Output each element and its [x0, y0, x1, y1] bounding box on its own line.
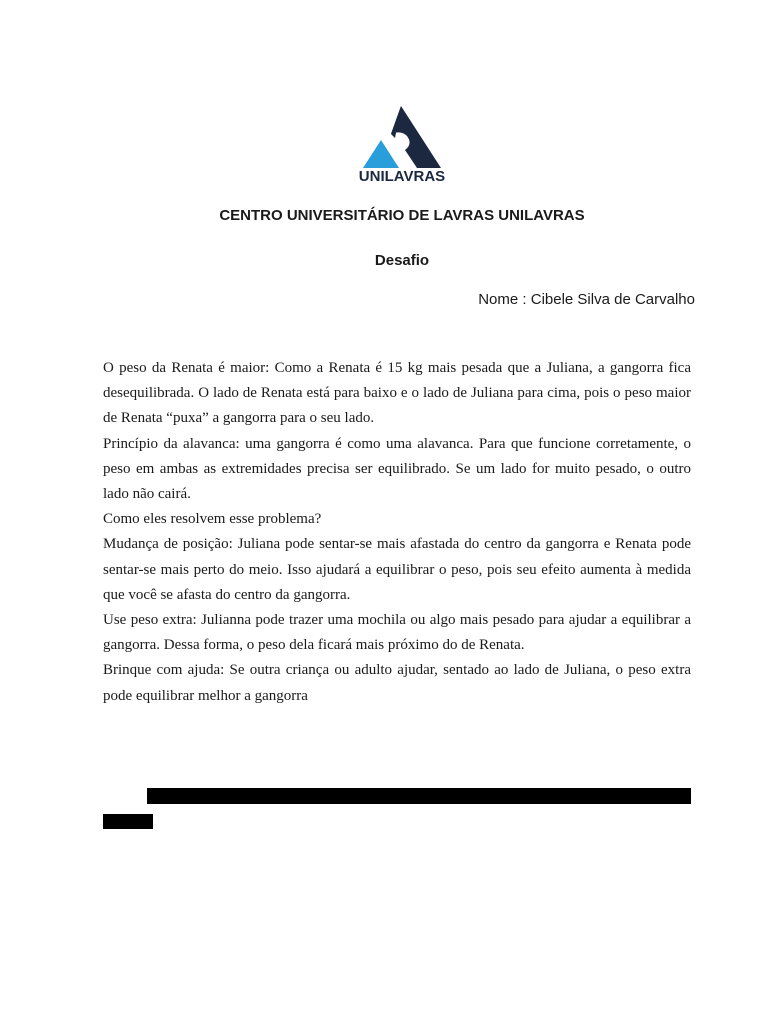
document-subtitle: Desafio: [374, 252, 430, 269]
unilavras-logo-mark: [355, 104, 449, 170]
document-body: [103, 356, 691, 709]
paragraph: O peso da Renata é maior: Como a Renata é 15 kg mais pesada que a Juliana, a gangorra fica desequilibrada. O lado de Renata está para baixo e o lado de Juliana para cima, pois o peso maior de Renata “puxa” a gangorra para o seu lado.: [103, 360, 691, 427]
paragraph: Brinque com ajuda: Se outra criança ou adulto ajudar, sentado ao lado de Juliana, o peso extra pode equilibrar melhor a gangorra: [103, 662, 691, 704]
author-line: Nome : Cibele Silva de Carvalho: [478, 291, 695, 308]
redaction-bar: [147, 788, 691, 804]
paragraph: Princípio da alavanca: uma gangorra é como uma alavanca. Para que funcione corretamente, o peso em ambas as extremidades precisa ser equilibrado. Se um lado for muito pesado, o outro lado não cairá.: [103, 435, 691, 503]
paragraph: Mudança de posição: Juliana pode sentar-se mais afastada do centro da gangorra e Renata pode sentar-se mais perto do meio. Isso ajudará a equilibrar o peso, pois seu efeito aumenta à medida que você se afasta do centro da gangorra.: [103, 536, 691, 603]
logo-wordmark: UNILAVRAS: [358, 168, 446, 185]
redaction-bar: [103, 814, 153, 829]
institution-title: CENTRO UNIVERSITÁRIO DE LAVRAS UNILAVRAS: [219, 207, 585, 224]
paragraph: Como eles resolvem esse problema?: [103, 511, 322, 528]
paragraph: Use peso extra: Julianna pode trazer uma mochila ou algo mais pesado para ajudar a equilibrar a gangorra. Dessa forma, o peso dela ficará mais próximo do de Renata.: [103, 612, 691, 654]
unilavras-logo: [355, 104, 449, 186]
